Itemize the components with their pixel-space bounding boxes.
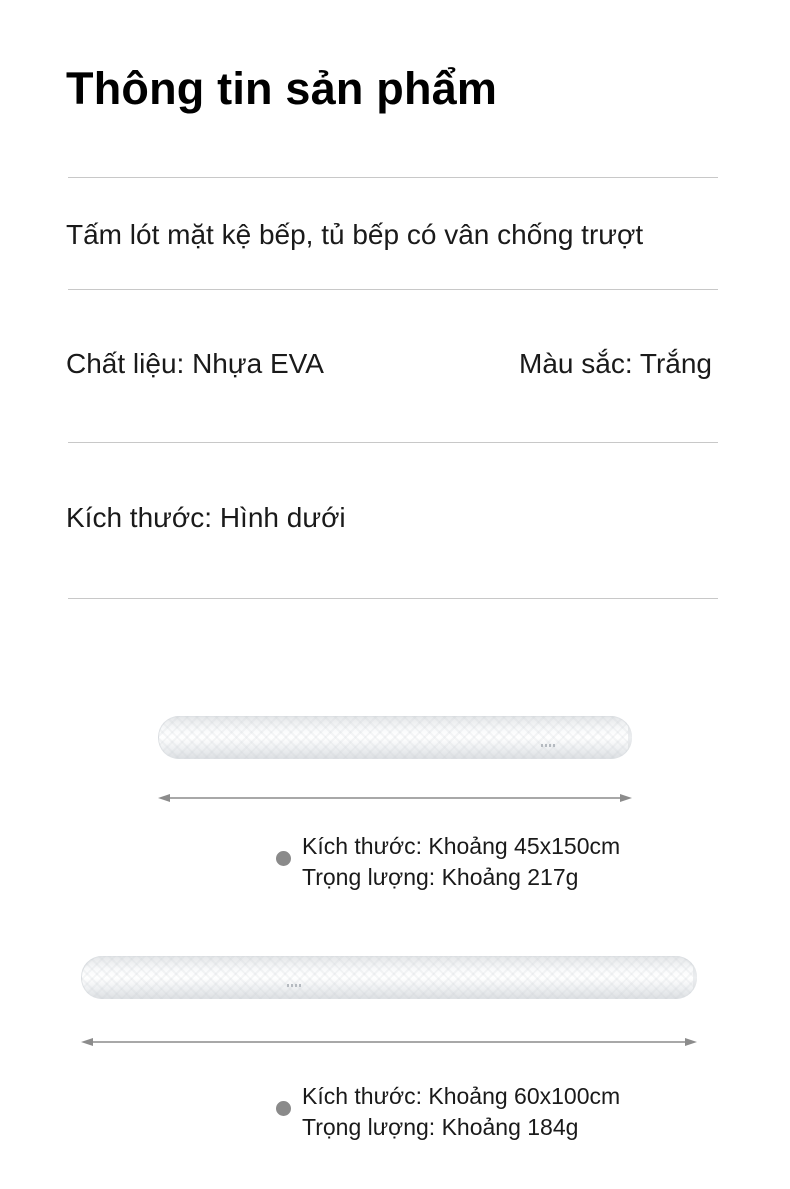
page-title: Thông tin sản phẩm [66, 63, 498, 114]
variant-size: Kích thước: Khoảng 45x150cm [302, 833, 621, 859]
variant-weight: Trọng lượng: Khoảng 184g [302, 1114, 579, 1140]
mat-roll-image [81, 956, 697, 999]
color-label: Màu sắc: Trắng [519, 348, 712, 379]
variant-size: Kích thước: Khoảng 60x100cm [302, 1083, 621, 1109]
divider [68, 442, 718, 443]
roll-end [693, 956, 697, 999]
material-label: Chất liệu: Nhựa EVA [66, 348, 324, 379]
roll-mark [287, 984, 301, 987]
divider [68, 177, 718, 178]
bullet-icon [276, 1101, 291, 1116]
anti-slip-texture [158, 716, 632, 759]
divider [68, 289, 718, 290]
mat-roll-image [158, 716, 632, 759]
length-arrow-icon [81, 1035, 697, 1049]
bullet-icon [276, 851, 291, 866]
variant-weight: Trọng lượng: Khoảng 217g [302, 864, 579, 890]
anti-slip-texture [81, 956, 697, 999]
product-description: Tấm lót mặt kệ bếp, tủ bếp có vân chống trượt [66, 219, 644, 250]
roll-mark [541, 744, 555, 747]
roll-end [628, 716, 632, 759]
divider [68, 598, 718, 599]
length-arrow-icon [158, 791, 632, 805]
size-label: Kích thước: Hình dưới [66, 502, 346, 533]
